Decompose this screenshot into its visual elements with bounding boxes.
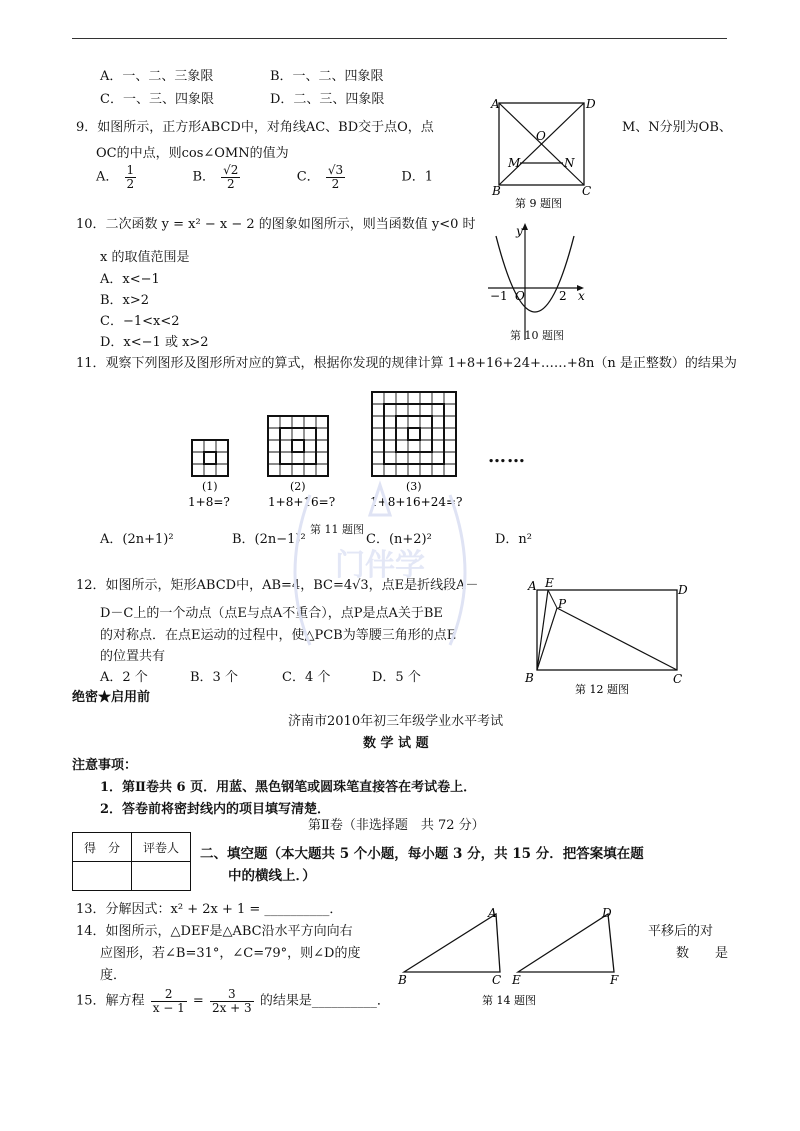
q11-option-d: D．n² [495,532,533,547]
q10-label-2: 2 [559,289,567,303]
fraction-denominator: 2 [126,176,135,191]
q12-stem-line2: D－C上的一个动点（点E与点A不重合），点P是点A关于BE [100,606,443,621]
q12-option-a: A．2 个 [100,670,148,685]
subject-title: 数 学 试 题 [363,736,429,751]
q11-caption: 第 11 题图 [310,523,364,536]
q14-label-e: E [512,973,521,987]
q10-label-y: y [516,224,523,238]
q8-option-d: D．二、三、四象限 [270,92,385,107]
q10-caption: 第 10 题图 [510,329,564,342]
watermark-logo [270,455,490,665]
q11-grid-1 [192,440,228,476]
q15-suffix: 的结果是__________． [259,993,390,1009]
fraction-denominator: 2x + 3 [211,1000,252,1015]
q11-fig2-number: (2) [290,480,306,493]
q11-option-b: B．(2n−1)² [232,532,306,547]
q12-figure [520,574,695,699]
segment-be [537,590,548,670]
q11-fig1-number: (1) [202,480,218,493]
q9-caption: 第 9 题图 [515,197,562,210]
exam-title: 济南市2010年初三年级学业水平考试 [288,714,504,729]
q15-fraction-left [151,988,187,1014]
fraction-denominator: 2 [226,176,235,191]
q12-caption: 第 12 题图 [575,683,629,696]
q9-option-c-label: C． [296,169,320,185]
q10-option-a: A．x<−1 [100,272,160,287]
triangle-abc [404,914,500,972]
q14-stem-line3: 度． [100,968,127,983]
q14-stem-line2: 应图形，若∠B=31°，∠C=79°，则∠D的度 [100,946,361,961]
q9-stem-line1: 9．如图所示，正方形ABCD中，对角线AC、BD交于点O，点 [76,120,434,135]
q9-label-o: O [536,129,546,143]
q14-stem-line1-right: 平移后的对 [648,924,714,939]
secret-label: 绝密★启用前 [72,690,151,705]
q14-label-a: A [488,906,497,920]
part2-heading: 第Ⅱ卷（非选择题 共 72 分） [308,818,485,833]
fraction-numerator: 1 [126,163,135,177]
q11-option-a: A．(2n+1)² [100,532,174,547]
segment-pc [557,608,677,670]
score-header: 得 分 [73,833,132,862]
q12-label-a: A [528,579,537,593]
q9-label-b: B [492,184,501,198]
triangle-def [518,914,614,972]
q15-stem [76,988,390,1014]
q11-fig3-number: (3) [406,480,422,493]
header-rule [72,38,727,39]
q15-fraction-right [210,988,254,1014]
q9-option-b-label: B． [192,169,216,185]
q11-option-c: C．(n+2)² [366,532,432,547]
q11-fig1-equation: 1+8=? [188,495,230,509]
q9-stem-line1-right: M、N分别为OB、 [622,120,732,135]
q14-stem-line1: 14．如图所示，△DEF是△ABC沿水平方向向右 [76,924,353,939]
q10-option-d: D．x<−1 或 x>2 [100,335,209,350]
q9-label-m: M [508,156,521,170]
fraction-numerator: 3 [210,988,254,1002]
fraction-numerator: √3 [327,163,344,177]
q14-caption: 第 14 题图 [482,994,536,1007]
fraction-denominator: 2 [331,176,340,191]
q12-label-p: P [558,597,567,611]
grader-header: 评卷人 [132,833,191,862]
q14-label-f: F [610,973,619,987]
q12-label-e: E [545,576,554,590]
y-axis-arrow-icon [522,223,528,230]
q10-label-neg1: −1 [490,289,508,303]
grader-cell[interactable] [132,862,191,891]
q10-label-o: O [515,289,525,303]
q10-option-c: C．−1<x<2 [100,314,180,329]
q11-stem: 11．观察下列图形及图形所对应的算式，根据你发现的规律计算 1+8+16+24+……+8n（n 是正整数）的结果为 [76,356,737,371]
q12-stem-line3: 的对称点．在点E运动的过程中，使△PCB为等腰三角形的点E [100,628,457,643]
q10-stem-line2: x 的取值范围是 [100,250,190,265]
q15-prefix: 15．解方程 [76,993,145,1009]
q10-stem-line1: 10．二次函数 y = x² − x − 2 的图象如图所示，则当函数值 y<0 时 [76,217,476,232]
q10-option-b: B．x>2 [100,293,150,308]
section2-line2: 中的横线上．） [228,868,316,884]
segment-bp [537,608,557,670]
q9-option-b-fraction [221,164,240,190]
score-table [72,832,191,891]
q12-option-b: B．3 个 [190,670,238,685]
q14-label-c: C [492,973,502,987]
q8-option-c: C．一、三、四象限 [100,92,214,107]
q9-label-a: A [491,97,500,111]
q14-label-d: D [602,906,612,920]
q13-stem: 13．分解因式：x² + 2x + 1 = __________． [76,902,343,917]
notice-item-1: 1．第Ⅱ卷共 6 页．用蓝、黑色钢笔或圆珠笔直接答在考试卷上． [100,780,477,795]
q9-label-c: C [582,184,592,198]
q9-option-c-fraction [326,164,345,190]
q9-figure [488,96,600,212]
q9-option-a-label: A． [96,169,119,185]
q10-label-x: x [578,289,585,303]
q12-option-c: C．4 个 [282,670,331,685]
q8-option-b: B．一、二、四象限 [270,69,384,84]
q9-label-d: D [586,97,596,111]
q12-stem-line1: 12．如图所示，矩形ABCD中，AB=4，BC=4√3，点E是折线段A－ [76,578,479,593]
q14-figure [392,902,632,1008]
q9-label-n: N [564,156,575,170]
q12-label-d: D [678,583,688,597]
segment-ep [548,590,557,608]
q9-options [96,164,433,190]
watermark-text: 门伴学 [335,548,425,583]
q9-stem-line2: OC的中点，则cos∠OMN的值为 [96,146,289,161]
fraction-numerator: 2 [151,988,187,1002]
q15-equals: = [192,993,204,1009]
q12-label-c: C [673,672,683,686]
score-cell[interactable] [73,862,132,891]
q12-label-b: B [525,671,534,685]
q14-stem-line2-right: 数 是 [676,946,729,961]
q9-option-a-fraction [125,164,137,190]
q11-ellipsis: …… [488,446,526,467]
section2-line1: 二、填空题（本大题共 5 个小题，每小题 3 分，共 15 分．把答案填在题 [200,846,644,862]
fraction-denominator: x − 1 [152,1000,185,1015]
notice-item-2: 2．答卷前将密封线内的项目填写清楚． [100,802,331,817]
q12-stem-line4: 的位置共有 [100,649,166,664]
q11-fig3-equation: 1+8+16+24=? [370,495,463,509]
q14-label-b: B [398,973,407,987]
q11-fig2-equation: 1+8+16=? [268,495,336,509]
fraction-numerator: √2 [223,163,239,177]
notice-heading: 注意事项： [72,758,138,773]
q8-option-a: A．一、二、三象限 [100,69,214,84]
q12-option-d: D．5 个 [372,670,421,685]
q9-option-d: D．1 [401,169,434,185]
